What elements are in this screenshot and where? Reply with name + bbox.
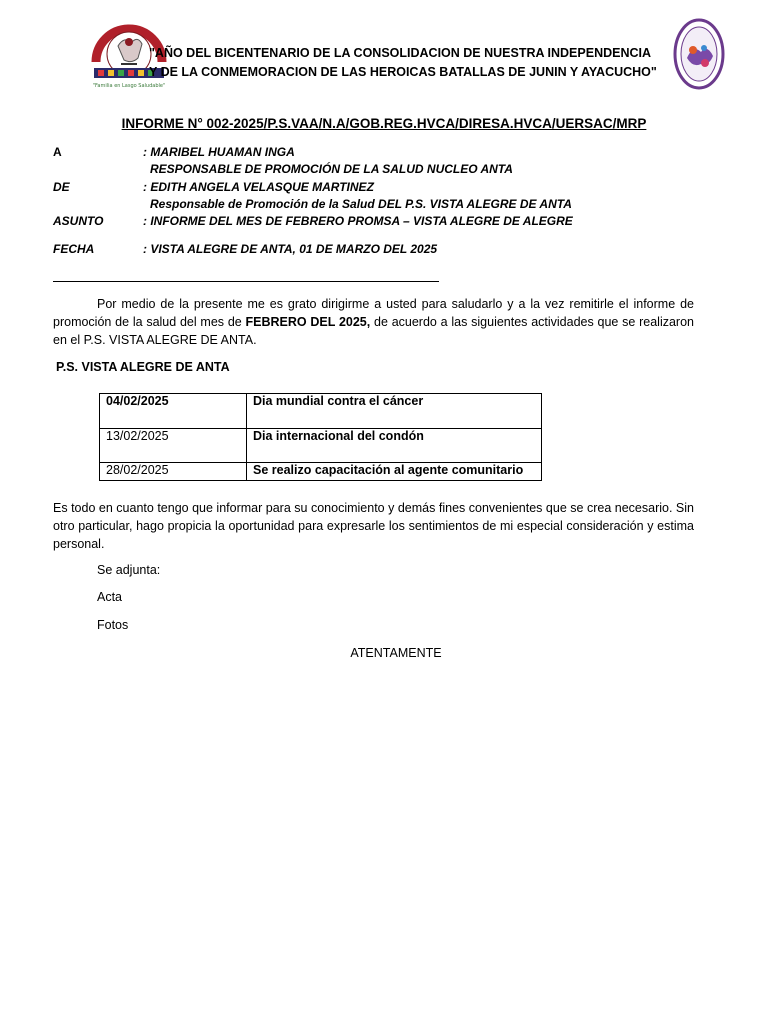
attachment-item: Fotos	[97, 618, 129, 632]
to-role: RESPONSABLE DE PROMOCIÓN DE LA SALUD NUCLEO ANTA	[150, 162, 513, 176]
activity-date: 28/02/2025	[100, 463, 247, 481]
table-row	[100, 463, 542, 481]
from-label: DE	[53, 180, 70, 194]
to-value: : MARIBEL HUAMAN INGA	[143, 145, 295, 159]
table-row	[100, 429, 542, 463]
report-title: INFORME N° 002-2025/P.S.VAA/N.A/GOB.REG.HVCA/DIRESA.HVCA/UERSAC/MRP	[121, 116, 647, 131]
subject-value: : INFORME DEL MES DE FEBRERO PROMSA – VISTA ALEGRE DE ALEGRE	[143, 214, 573, 228]
date-label: FECHA	[53, 242, 95, 256]
health-network-seal-icon	[673, 18, 725, 90]
from-value: : EDITH ANGELA VELASQUE MARTINEZ	[143, 180, 374, 194]
header-line-2: Y DE LA CONMEMORACION DE LAS HEROICAS BATALLAS DE JUNIN Y AYACUCHO"	[149, 65, 657, 79]
section-heading: P.S. VISTA ALEGRE DE ANTA	[56, 360, 230, 374]
attachment-item: Acta	[97, 590, 123, 604]
to-label: A	[53, 145, 62, 159]
intro-paragraph	[53, 295, 694, 349]
activity-name: Dia mundial contra el cáncer	[247, 394, 542, 429]
header-line-1: "AÑO DEL BICENTENARIO DE LA CONSOLIDACION DE NUESTRA INDEPENDENCIA	[149, 46, 652, 60]
intro-text-b: de acuerdo a las siguientes actividades que se realizaron en el P.S. VISTA ALEGRE DE ANTA.	[53, 315, 695, 347]
logo-slogan: "Familia en Lasgo Saludable"	[92, 83, 166, 89]
attachments-label: Se adjunta:	[97, 563, 161, 577]
activity-date: 13/02/2025	[100, 429, 247, 463]
table-row	[100, 394, 542, 429]
intro-text-a: Por medio de la presente me es grato dirigirme a usted para saludarlo y a la vez remitirle el informe de promoción de la salud del mes de	[53, 297, 694, 329]
activities-table	[99, 393, 542, 481]
closing-paragraph: Es todo en cuanto tengo que informar para su conocimiento y demás fines convenientes que se crea necesario. Sin otro particular, hago propicia la oportunidad para expresarle los sentimientos de mi especial consideración y estima personal.	[53, 501, 694, 551]
subject-label: ASUNTO	[53, 214, 104, 228]
intro-text-bold: FEBRERO DEL 2025,	[245, 315, 371, 329]
activity-date: 04/02/2025	[100, 394, 247, 429]
from-role: Responsable de Promoción de la Salud DEL P.S. VISTA ALEGRE DE ANTA	[150, 197, 572, 211]
activity-name: Dia internacional del condón	[247, 429, 542, 463]
date-value: : VISTA ALEGRE DE ANTA, 01 DE MARZO DEL 2025	[143, 242, 438, 256]
closing-salutation: ATENTAMENTE	[350, 646, 442, 660]
activity-name: Se realizo capacitación al agente comunitario	[247, 463, 542, 481]
separator-line	[53, 281, 439, 282]
